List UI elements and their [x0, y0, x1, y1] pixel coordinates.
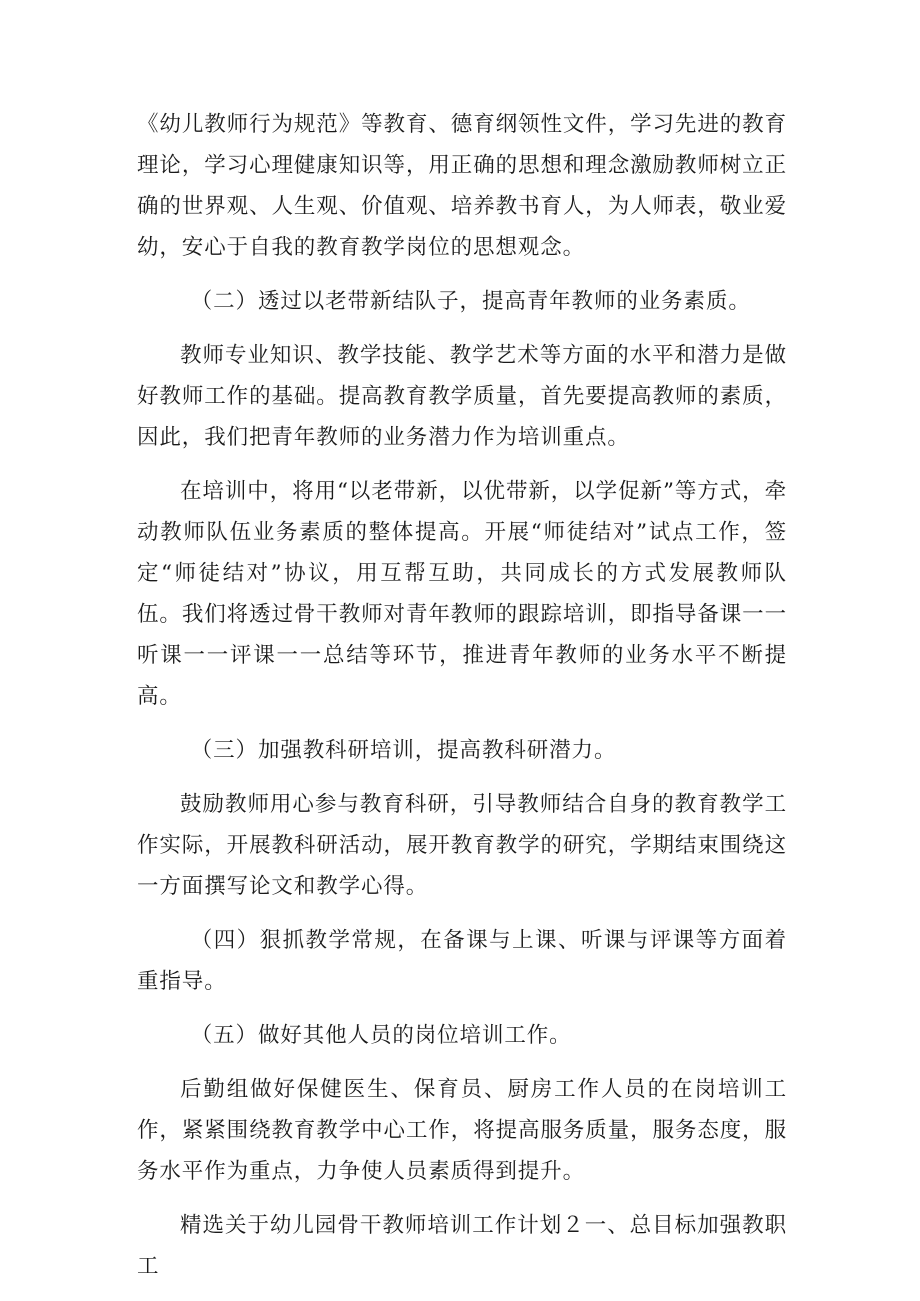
section-heading-4: （四）狠抓教学常规，在备课与上课、听课与评课等方面着重指导。 — [137, 928, 787, 994]
paragraph: 后勤组做好保健医生、保育员、厨房工作人员的在岗培训工作，紧紧围绕教育教学中心工作，将提高服务质量，服务态度，服务水平作为重点，力争使人员素质得到提升。 — [137, 1077, 787, 1184]
section-heading-2: （二）透过以老带新结队子，提高青年教师的业务素质。 — [190, 289, 751, 314]
paragraph: 教师专业知识、教学技能、教学艺术等方面的水平和潜力是做好教师工作的基础。提高教育教学质量，首先要提高教师的素质，因此，我们把青年教师的业务潜力作为培训重点。 — [137, 343, 787, 450]
document-body — [137, 104, 787, 1300]
paragraph-continuation: 《幼儿教师行为规范》等教育、德育纲领性文件，学习先进的教育理论，学习心理健康知识等，用正确的思想和理念激励教师树立正确的世界观、人生观、价值观、培养教书育人，为人师表，敬业爱幼，安心于自我的教育教学岗位的思想观念。 — [137, 112, 787, 260]
paragraph: 鼓励教师用心参与教育科研，引导教师结合自身的教育教学工作实际，开展教科研活动，展开教育教学的研究，学期结束围绕这一方面撰写论文和教学心得。 — [137, 792, 787, 899]
paragraph: 在培训中，将用“以老带新，以优带新，以学促新”等方式，牵动教师队伍业务素质的整体提高。开展“师徒结对”试点工作，签定“师徒结对”协议，用互帮互助，共同成长的方式发展教师队伍。我们将透过骨干教师对青年教师的跟踪培训，即指导备课一一听课一一评课一一总结等环节，推进青年教师的业务水平不断提高。 — [137, 479, 787, 709]
paragraph: 精选关于幼儿园骨干教师培训工作计划２一、总目标加强教职工 — [137, 1213, 787, 1279]
section-heading-3: （三）加强教科研培训，提高教科研潜力。 — [190, 738, 617, 763]
section-heading-5: （五）做好其他人员的岗位培训工作。 — [190, 1023, 572, 1048]
